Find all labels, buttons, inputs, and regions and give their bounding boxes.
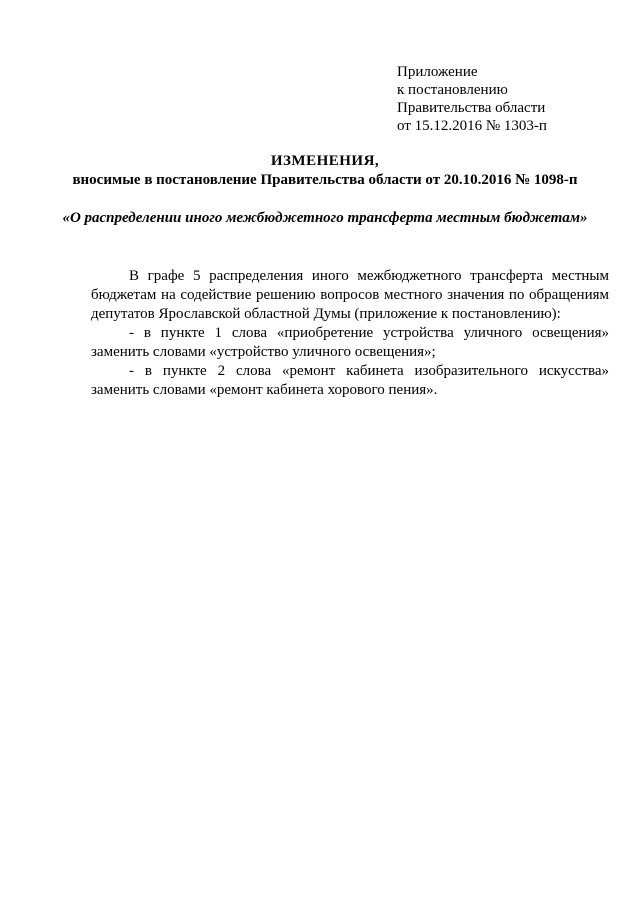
body-item-1: - в пункте 1 слова «приобретение устройства уличного освещения» заменить словами «устройство уличного освещения»;: [91, 325, 609, 360]
resolution-name: «О распределении иного межбюджетного трансферта местным бюджетам»: [62, 210, 588, 226]
appendix-line-3: Правительства области: [397, 100, 546, 116]
appendix-line-4: от 15.12.2016 № 1303-п: [397, 118, 547, 134]
document-body: [91, 267, 609, 400]
body-item-2: - в пункте 2 слова «ремонт кабинета изобразительного искусства» заменить словами «ремонт кабинета хорового пения».: [91, 363, 609, 398]
document-subtitle: вносимые в постановление Правительства области от 20.10.2016 № 1098-п: [72, 172, 578, 188]
appendix-line-2: к постановлению: [397, 82, 508, 98]
appendix-line-1: Приложение: [397, 64, 478, 80]
appendix-block: [397, 63, 617, 135]
document-title: ИЗМЕНЕНИЯ,: [270, 153, 380, 169]
body-paragraph: В графе 5 распределения иного межбюджетного трансферта местным бюджетам на содействие решению вопросов местного значения по обращениям депутатов Ярославской областной Думы (приложение к постановлению):: [91, 268, 609, 322]
